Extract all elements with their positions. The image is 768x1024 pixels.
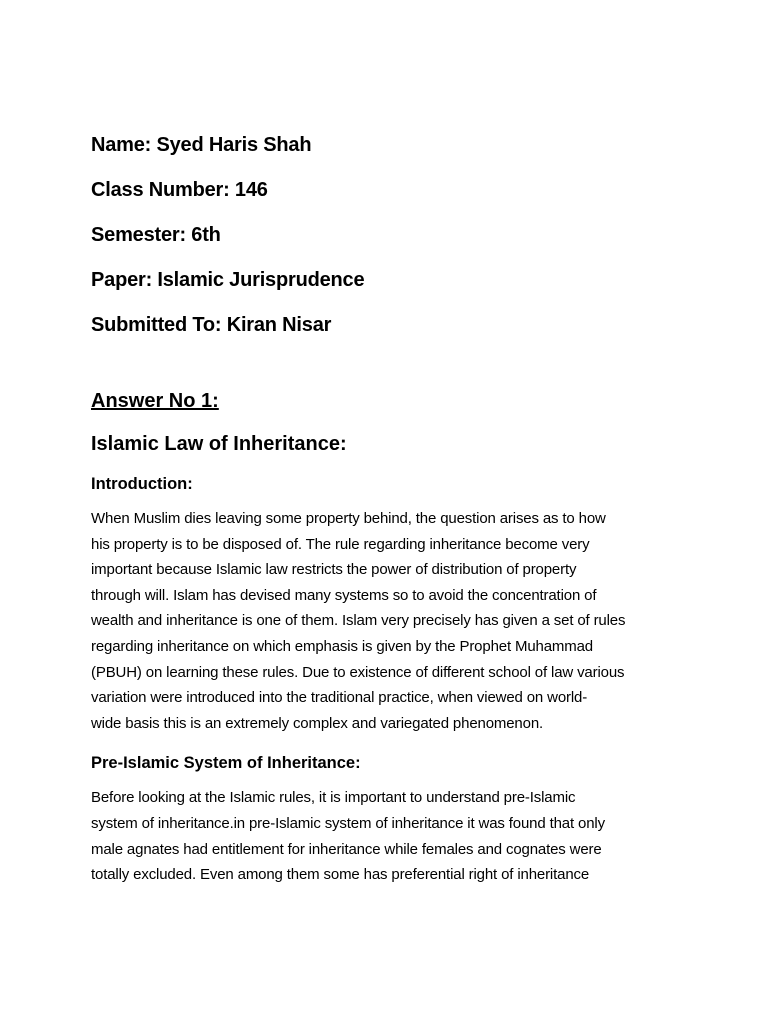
introduction-heading: Introduction: [91, 475, 193, 493]
submitted-to: Submitted To: Kiran Nisar [91, 314, 332, 336]
paragraph-line: regarding inheritance on which emphasis is given by the Prophet Muhammad [91, 637, 593, 655]
paragraph-line: through will. Islam has devised many systems so to avoid the concentration of [91, 586, 597, 604]
paragraph-line: male agnates had entitlement for inheritance while females and cognates were [91, 840, 602, 858]
pre-islamic-heading: Pre-Islamic System of Inheritance: [91, 754, 361, 773]
pre-islamic-paragraph [91, 785, 681, 887]
paragraph-line: (PBUH) on learning these rules. Due to existence of different school of law various [91, 663, 625, 681]
class-number: Class Number: 146 [91, 179, 268, 201]
paper-title: Paper: Islamic Jurisprudence [91, 269, 365, 291]
paragraph-line: system of inheritance.in pre-Islamic system of inheritance it was found that only [91, 814, 605, 832]
answer-heading: Answer No 1: [91, 390, 219, 412]
paragraph-line: wide basis this is an extremely complex and variegated phenomenon. [91, 714, 544, 732]
student-name: Name: Syed Haris Shah [91, 134, 312, 156]
paragraph-line: totally excluded. Even among them some has preferential right of inheritance [91, 866, 590, 884]
document-content [91, 130, 681, 888]
section-title: Islamic Law of Inheritance: [91, 433, 347, 455]
paragraph-line: wealth and inheritance is one of them. Islam very precisely has given a set of rules [91, 612, 626, 630]
semester: Semester: 6th [91, 224, 221, 246]
paragraph-line: Before looking at the Islamic rules, it is important to understand pre-Islamic [91, 789, 576, 807]
paragraph-line: his property is to be disposed of. The rule regarding inheritance become very [91, 535, 590, 553]
paragraph-line: important because Islamic law restricts the power of distribution of property [91, 561, 577, 579]
paragraph-line: variation were introduced into the traditional practice, when viewed on world- [91, 689, 588, 707]
introduction-paragraph [91, 506, 681, 736]
paragraph-line: When Muslim dies leaving some property behind, the question arises as to how [91, 510, 606, 527]
